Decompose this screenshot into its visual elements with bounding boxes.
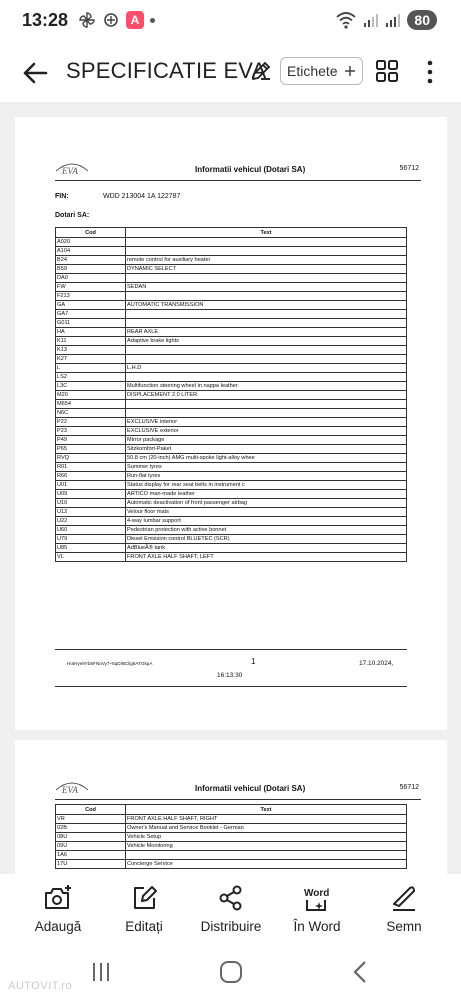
cell-text: Automatic deactivation of front passenger airbag	[126, 499, 407, 508]
table-row	[56, 346, 407, 355]
cell-text	[126, 851, 407, 860]
signal-strength-2-icon	[385, 12, 401, 28]
cell-text: 50.8 cm (20-inch) AMG multi-spoke light-alloy whee	[126, 454, 407, 463]
table-row	[56, 238, 407, 247]
cell-code: M20	[56, 391, 126, 400]
equipment-table	[55, 227, 407, 562]
nav-back-icon[interactable]	[348, 960, 374, 984]
fin-value: WDD 213004 1A 122787	[103, 193, 181, 200]
bottom-toolbar	[0, 874, 461, 946]
sign-icon	[390, 884, 418, 912]
cell-code: VL	[56, 553, 126, 562]
document-title: Informatii vehicul (Dotari SA)	[195, 165, 306, 174]
add-photo-icon	[43, 884, 73, 912]
table-row	[56, 328, 407, 337]
cell-code: 17U	[56, 860, 126, 869]
app-bar	[0, 44, 461, 102]
footer-date: 17.10.2024,	[359, 660, 394, 667]
table-row	[56, 454, 407, 463]
cell-text	[126, 373, 407, 382]
sign-button[interactable]	[358, 884, 450, 934]
cell-code: A020	[56, 238, 126, 247]
table-row	[56, 283, 407, 292]
sign-label: Semn	[386, 919, 422, 934]
equipment-table-2	[55, 804, 407, 869]
table-row	[56, 292, 407, 301]
cell-text: Multifunction steering wheel in nappa leather	[126, 382, 407, 391]
cell-code: DA0	[56, 274, 126, 283]
table-row	[56, 418, 407, 427]
table-row	[56, 256, 407, 265]
cell-code: L	[56, 364, 126, 373]
status-bar	[0, 0, 461, 44]
cell-text	[126, 247, 407, 256]
cell-text: Concierge Service	[126, 860, 407, 869]
table-row	[56, 373, 407, 382]
table-row	[56, 544, 407, 553]
cell-text: Mirror package	[126, 436, 407, 445]
edit-button[interactable]	[98, 884, 190, 934]
navigation-bar	[0, 946, 461, 999]
table-row	[56, 517, 407, 526]
table-row	[56, 274, 407, 283]
cell-code: P23	[56, 427, 126, 436]
table-row	[56, 436, 407, 445]
dotari-label: Dotari SA:	[55, 212, 90, 219]
cell-text: AdBlueÂ® tank	[126, 544, 407, 553]
table-row	[56, 824, 407, 833]
table-row	[56, 364, 407, 373]
table-row	[56, 535, 407, 544]
cell-text	[126, 355, 407, 364]
cell-text: EXCLUSIVE interior	[126, 418, 407, 427]
cell-code: HA	[56, 328, 126, 337]
eva-logo-icon	[55, 159, 89, 177]
page-title: SPECIFICATIE EVA	[66, 58, 267, 83]
cell-code: RVQ	[56, 454, 126, 463]
edit-title-icon[interactable]	[248, 58, 274, 84]
footer-hash: HotHye8Yb6FNoVy7+6qD/BClig6ATGkpA	[67, 661, 153, 666]
document-viewport[interactable]	[0, 102, 461, 874]
cell-text: Run-flat tyres	[126, 472, 407, 481]
tags-label: Etichete	[287, 63, 338, 79]
cell-text: remote control for auxiliary heater	[126, 256, 407, 265]
svg-text:EVA: EVA	[62, 166, 78, 176]
cell-text	[126, 409, 407, 418]
cell-code: GA7	[56, 310, 126, 319]
document-number: 56712	[399, 165, 419, 172]
word-icon-text: Word	[304, 888, 330, 899]
cell-text: DYNAMIC SELECT	[126, 265, 407, 274]
column-header-cod-2: Cod	[56, 805, 126, 815]
table-row	[56, 409, 407, 418]
cell-code: R66	[56, 472, 126, 481]
cell-code: A104	[56, 247, 126, 256]
cell-text	[126, 292, 407, 301]
more-options-icon[interactable]	[420, 58, 440, 86]
footer-divider	[55, 649, 407, 650]
recent-apps-icon[interactable]	[88, 960, 114, 984]
footer-divider-bottom	[55, 686, 407, 687]
signal-strength-icon	[363, 12, 379, 28]
cell-text	[126, 238, 407, 247]
cell-text: SEDAN	[126, 283, 407, 292]
cell-code: VR	[56, 815, 126, 824]
cell-code: 09U	[56, 842, 126, 851]
cell-code: B24	[56, 256, 126, 265]
cell-text: Owner's Manual and Service Booklet - German	[126, 824, 407, 833]
cell-code: 02B	[56, 824, 126, 833]
cell-text: EXCLUSIVE exterior	[126, 427, 407, 436]
table-row	[56, 526, 407, 535]
table-row	[56, 445, 407, 454]
table-row	[56, 355, 407, 364]
share-label: Distribuire	[200, 919, 262, 934]
cell-text: Velour floor mats	[126, 508, 407, 517]
cell-code: K11	[56, 337, 126, 346]
cell-code: U22	[56, 517, 126, 526]
cell-text: AUTOMATIC TRANSMISSION	[126, 301, 407, 310]
grid-view-icon[interactable]	[374, 58, 400, 84]
cell-code: FW	[56, 283, 126, 292]
cell-code: U60	[56, 526, 126, 535]
table-row	[56, 553, 407, 562]
cell-text: Vehicle Setup	[126, 833, 407, 842]
svg-text:EVA: EVA	[62, 785, 78, 795]
cell-text: L.H.D	[126, 364, 407, 373]
table-row	[56, 247, 407, 256]
cell-code: N6C	[56, 409, 126, 418]
column-header-text: Text	[126, 228, 407, 238]
cell-text	[126, 346, 407, 355]
word-icon	[301, 884, 333, 912]
cell-text: 4-way lumbar support	[126, 517, 407, 526]
cell-text	[126, 310, 407, 319]
fin-label: FIN:	[55, 193, 69, 200]
cell-code: 08U	[56, 833, 126, 842]
document-number-2: 56712	[399, 784, 419, 791]
document-title-2: Informatii vehicul (Dotari SA)	[195, 784, 306, 793]
notification-app-icon: A	[126, 11, 144, 29]
cell-code: G011	[56, 319, 126, 328]
table-row	[56, 815, 407, 824]
table-row	[56, 382, 407, 391]
footer-time: 16:13:30	[217, 672, 243, 679]
table-row	[56, 490, 407, 499]
cell-text: Summer tyres	[126, 463, 407, 472]
edit-icon	[130, 884, 158, 912]
add-button[interactable]	[12, 884, 104, 934]
document-page-1	[15, 117, 447, 730]
watermark: AUTOVIT.ro	[8, 980, 73, 992]
footer-page-number: 1	[251, 657, 256, 666]
table-row	[56, 499, 407, 508]
document-page-2	[15, 740, 447, 874]
eva-logo-2-icon	[55, 778, 89, 796]
cell-code: B59	[56, 265, 126, 274]
add-label: Adaugă	[34, 919, 82, 934]
cell-text: Adaptive brake lights	[126, 337, 407, 346]
document-header-2	[55, 780, 421, 800]
pinwheel-icon	[78, 11, 96, 29]
cell-code: 1A6	[56, 851, 126, 860]
table-row	[56, 463, 407, 472]
cell-code: M654	[56, 400, 126, 409]
cell-code: U85	[56, 544, 126, 553]
table-header-row-2	[56, 805, 407, 815]
tags-button[interactable]	[280, 57, 363, 85]
table-row	[56, 842, 407, 851]
signal-app-icon	[102, 11, 120, 29]
cell-text: Sitzkomfort-Paket	[126, 445, 407, 454]
back-arrow-icon[interactable]	[20, 58, 50, 88]
table-header-row	[56, 228, 407, 238]
cell-code: U01	[56, 481, 126, 490]
share-icon	[217, 884, 245, 912]
to-word-button[interactable]	[271, 884, 363, 934]
cell-code: U79	[56, 535, 126, 544]
table-row	[56, 265, 407, 274]
table-row	[56, 851, 407, 860]
battery-indicator: 80	[407, 10, 437, 30]
plus-icon	[344, 65, 356, 77]
cell-text: Status display for rear seat belts in instrument c	[126, 481, 407, 490]
column-header-cod: Cod	[56, 228, 126, 238]
cell-text: Vehicle Monitoring	[126, 842, 407, 851]
cell-code: P65	[56, 445, 126, 454]
table-row	[56, 472, 407, 481]
cell-code: F213	[56, 292, 126, 301]
cell-code: L3C	[56, 382, 126, 391]
status-time: 13:28	[22, 10, 69, 30]
cell-text: ARTICO man-made leather	[126, 490, 407, 499]
cell-text: Pedestrian protection with active bonnet	[126, 526, 407, 535]
cell-code: LS2	[56, 373, 126, 382]
table-row	[56, 337, 407, 346]
cell-code: P22	[56, 418, 126, 427]
cell-code: K27	[56, 355, 126, 364]
table-row	[56, 860, 407, 869]
table-row	[56, 400, 407, 409]
cell-text: Diesel Emission control BLUETEC (SCR)	[126, 535, 407, 544]
cell-text: FRONT AXLE HALF SHAFT, RIGHT	[126, 815, 407, 824]
cell-text	[126, 319, 407, 328]
cell-code: U10	[56, 499, 126, 508]
cell-code: K13	[56, 346, 126, 355]
column-header-text-2: Text	[126, 805, 407, 815]
cell-text	[126, 400, 407, 409]
cell-text: REAR AXLE	[126, 328, 407, 337]
cell-text: FRONT AXLE HALF SHAFT, LEFT	[126, 553, 407, 562]
cell-code: GA	[56, 301, 126, 310]
more-notifications-icon	[150, 18, 155, 23]
cell-code: U12	[56, 508, 126, 517]
table-row	[56, 301, 407, 310]
edit-label: Editați	[125, 919, 163, 934]
table-row	[56, 427, 407, 436]
table-row	[56, 319, 407, 328]
wifi-icon	[335, 11, 357, 29]
table-row	[56, 310, 407, 319]
document-header	[55, 161, 421, 181]
table-row	[56, 391, 407, 400]
cell-code: U09	[56, 490, 126, 499]
table-row	[56, 481, 407, 490]
to-word-label: În Word	[293, 919, 341, 934]
cell-text	[126, 274, 407, 283]
cell-code: P49	[56, 436, 126, 445]
table-row	[56, 508, 407, 517]
table-row	[56, 833, 407, 842]
cell-text: DISPLACEMENT 2.0 LITER	[126, 391, 407, 400]
share-button[interactable]	[185, 884, 277, 934]
cell-code: R01	[56, 463, 126, 472]
home-icon[interactable]	[218, 960, 244, 984]
